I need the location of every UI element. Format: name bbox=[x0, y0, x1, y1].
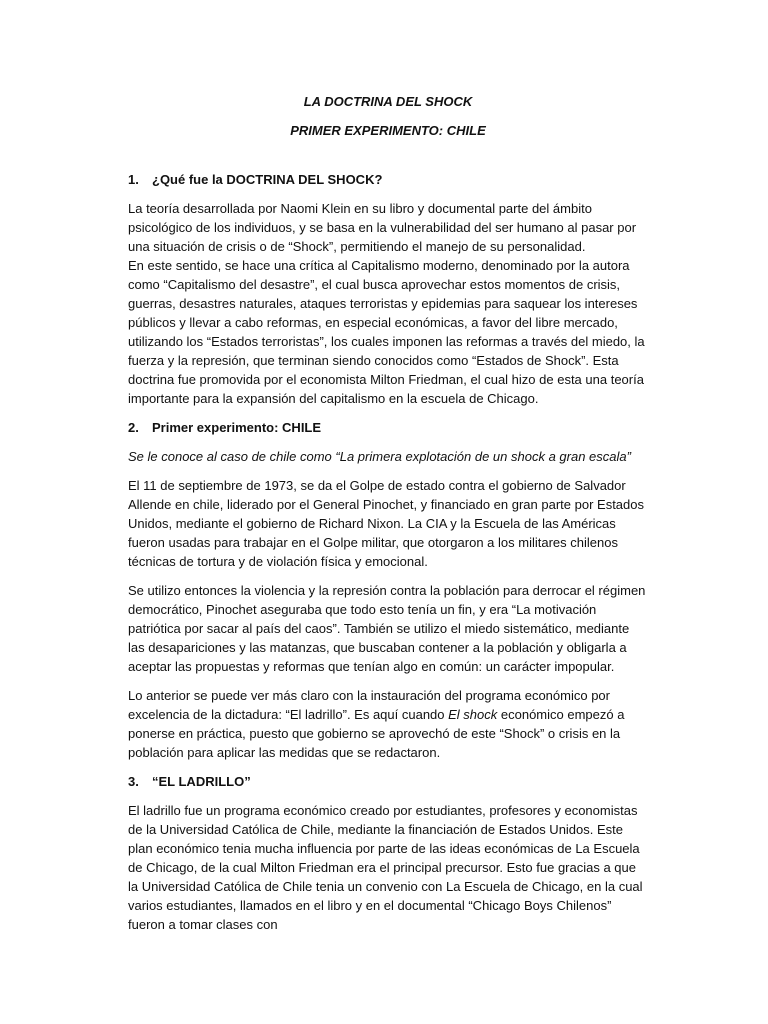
section-1-paragraph-1: La teoría desarrollada por Naomi Klein en su libro y documental parte del ámbito psicológico de los individuos, y se basa en la vulnerabilidad del ser humano al pasar por una situación de crisis o de “Shock”, permitiendo el manejo de su personalidad. bbox=[128, 201, 637, 254]
section-heading-3 bbox=[128, 772, 648, 791]
section-2-quote: Se le conoce al caso de chile como “La primera explotación de un shock a gran escala” bbox=[128, 449, 631, 464]
document-body bbox=[128, 92, 648, 934]
section-2-paragraph-1: El 11 de septiembre de 1973, se da el Golpe de estado contra el gobierno de Salvador Allende en chile, liderado por el General Pinochet, y financiado en gran parte por Estados Unidos, mediante el gobierno de Richard Nixon. La CIA y la Escuela de las Américas fueron usadas para trabajar en el Golpe militar, que otorgaron a los militares chilenos técnicas de tortura y de violación física y emocional. bbox=[128, 478, 644, 569]
section-heading-text: ¿Qué fue la DOCTRINA DEL SHOCK? bbox=[152, 172, 383, 187]
section-heading-1 bbox=[128, 170, 648, 189]
section-heading-text: “EL LADRILLO” bbox=[152, 774, 251, 789]
section-heading-2 bbox=[128, 418, 648, 437]
section-1-paragraph-2: En este sentido, se hace una crítica al Capitalismo moderno, denominado por la autora como “Capitalismo del desastre”, el cual busca aprovechar estos momentos de crisis, guerras, desastres naturales, ataques terroristas y epidemias para saquear los intereses públicos y llevar a cabo reformas, en especial económicas, a favor del libre mercado, utilizando los “Estados terroristas”, los cuales imponen las reformas a través del miedo, la fuerza y la represión, que terminan siendo conocidos como “Estados de Shock”. Esta doctrina fue promovida por el economista Milton Friedman, el cual hizo de esta una teoría importante para la expansión del capitalismo en la escuela de Chicago. bbox=[128, 258, 645, 406]
paragraph-italic-text: El shock bbox=[448, 707, 498, 722]
document-subtitle: PRIMER EXPERIMENTO: CHILE bbox=[290, 123, 486, 138]
section-number: 1. bbox=[128, 172, 139, 187]
section-heading-text: Primer experimento: CHILE bbox=[152, 420, 322, 435]
paragraph-text-after: económico empezó a ponerse en práctica, puesto que gobierno se aprovechó de este “Shock” o crisis en la población para aplicar las medidas que se redactaron. bbox=[128, 707, 625, 760]
section-number: 2. bbox=[128, 420, 139, 435]
section-2-paragraph-2: Se utilizo entonces la violencia y la represión contra la población para derrocar el régimen democrático, Pinochet aseguraba que todo esto tenía un fin, y era “La motivación patriótica por sacar al país del caos”. También se utilizo el miedo sistemático, mediante las desapariciones y las matanzas, que buscaban contener a la población y obligarla a aceptar las propuestas y reformas que tenían algo en común: un carácter impopular. bbox=[128, 583, 646, 674]
document-title: LA DOCTRINA DEL SHOCK bbox=[303, 94, 473, 109]
section-number: 3. bbox=[128, 774, 139, 789]
section-2-paragraph-3 bbox=[128, 686, 648, 762]
section-3-paragraph-1: El ladrillo fue un programa económico creado por estudiantes, profesores y economistas de la Universidad Católica de Chile, mediante la financiación de Estados Unidos. Este plan económico tenia mucha influencia por parte de las ideas económicas de La Escuela de Chicago, de la cual Milton Friedman era el principal precursor. Esto fue gracias a que la Universidad Católica de Chile tenia un convenio con La Escuela de Chicago, en la cual varios estudiantes, llamados en el libro y en el documental “Chicago Boys Chilenos” fueron a tomar clases con bbox=[128, 803, 643, 932]
paragraph-text-before: Lo anterior se puede ver más claro con la instauración del programa económico por excelencia de la dictadura: “El ladrillo”. Es aquí cuando bbox=[128, 688, 610, 722]
